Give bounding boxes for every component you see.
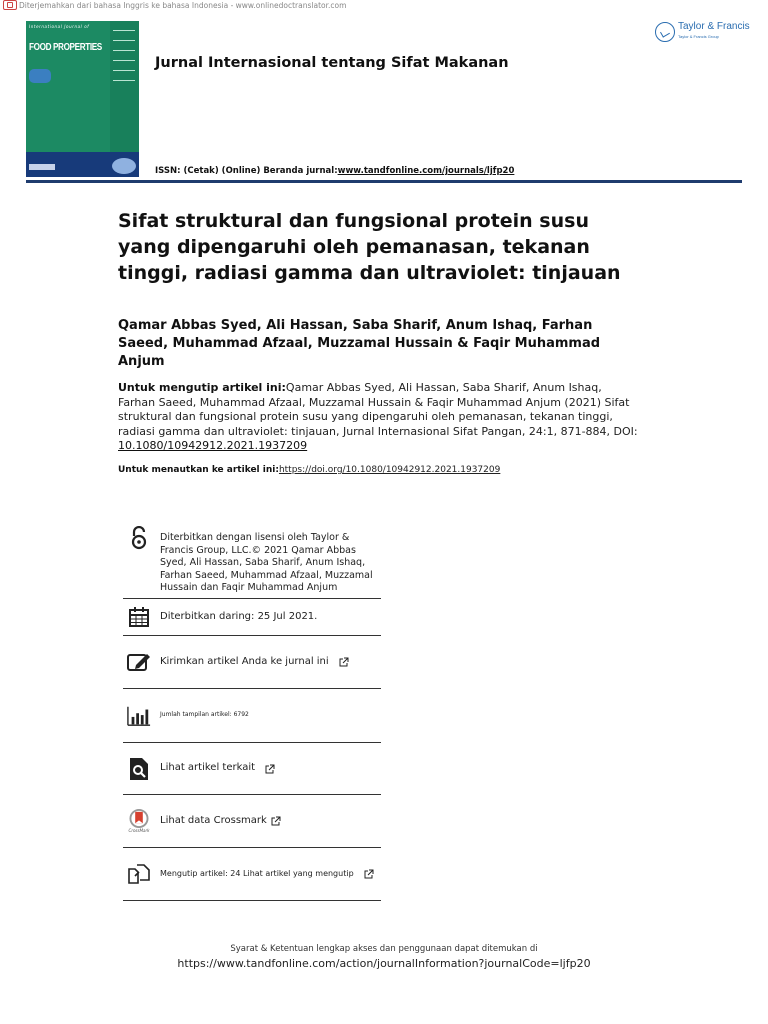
article-info-panel (123, 522, 381, 901)
journal-cover (26, 21, 139, 177)
edit-icon (127, 650, 151, 674)
article-link-line (118, 465, 638, 475)
cover-sidebar (110, 21, 139, 171)
journal-info-url[interactable]: https://www.tandfonline.com/action/journalInformation?journalCode=ljfp20 (177, 957, 591, 970)
publisher-subname: Taylor & Francis Group (678, 34, 719, 39)
article-views: Jumlah tampilan artikel: 6792 (160, 711, 249, 719)
terms-footer (0, 944, 768, 970)
citing-articles-link[interactable]: Mengutip artikel: 24 Lihat artikel yang mengutip (160, 868, 354, 878)
external-link-icon (364, 869, 374, 879)
license-row (123, 522, 381, 599)
translation-banner[interactable] (3, 0, 346, 10)
publisher-name: Taylor & Francis (678, 21, 750, 32)
open-access-icon (127, 526, 151, 550)
published-row (123, 599, 381, 636)
cover-fish-image (29, 69, 51, 83)
taylor-francis-icon (655, 22, 675, 42)
cover-title: FOOD PROPERTIES (29, 41, 102, 53)
publisher-logo[interactable] (655, 22, 750, 42)
journal-name: Jurnal Internasional tentang Sifat Makanan (155, 55, 509, 71)
bar-chart-icon (127, 704, 151, 728)
translation-banner-text: Diterjemahkan dari bahasa Inggris ke bahasa Indonesia - www.onlinedoctranslator.com (19, 0, 347, 10)
article-authors: Qamar Abbas Syed, Ali Hassan, Saba Sharif, Anum Ishaq, Farhan Saeed, Muhammad Afzaal, Muzzamal Hussain & Faqir Muhammad Anjum (118, 318, 601, 369)
issn-line (155, 166, 514, 176)
external-link-icon (339, 657, 349, 667)
cover-publisher-logo (29, 164, 55, 170)
crossmark-link[interactable]: Lihat data Crossmark (160, 814, 267, 826)
license-text: Diterbitkan dengan lisensi oleh Taylor & Francis Group, LLC.© 2021 Qamar Abbas Syed, Ali Hassan, Saba Sharif, Anum Ishaq, Farhan Saeed, Muhammad Afzaal, Muzzamal Hussain dan Faqir Muhammad Anjum (160, 532, 373, 593)
external-link-icon (265, 764, 275, 774)
issn-prefix: ISSN: (Cetak) (Online) Beranda jurnal: (155, 166, 338, 176)
search-document-icon (127, 757, 151, 781)
crossmark-icon (127, 809, 151, 833)
external-link-icon (271, 816, 281, 826)
article-link-label: Untuk menautkan ke artikel ini: (118, 465, 279, 475)
citation-label: Untuk mengutip artikel ini: (118, 381, 286, 394)
related-articles-link[interactable]: Lihat artikel terkait (160, 762, 256, 774)
article-title: Sifat struktural dan fungsional protein susu yang dipengaruhi oleh pemanasan, tekanan tinggi, radiasi gamma dan ultraviolet: tinjauan (118, 210, 621, 284)
citing-icon (127, 862, 151, 886)
cover-globe-image (112, 158, 136, 174)
calendar-icon (127, 605, 151, 629)
submit-article-row[interactable] (123, 636, 381, 689)
terms-text: Syarat & Ketentuan lengkap akses dan penggunaan dapat ditemukan di (230, 944, 538, 954)
published-date: Diterbitkan daring: 25 Jul 2021. (160, 610, 318, 622)
translate-icon (3, 0, 17, 10)
citation-text: Qamar Abbas Syed, Ali Hassan, Saba Sharif, Anum Ishaq, Farhan Saeed, Muhammad Afzaal, Muzzamal Hussain & Faqir Muhammad Anjum (2021) Sifat struktural dan fungsional protein susu yang dipengaruhi oleh pemanasan, tekanan tinggi, radiasi gamma dan ultraviolet: tinjauan, Jurnal Internasional Sifat Pangan, 24:1, 871-884, DOI: (118, 381, 638, 438)
views-row (123, 689, 381, 743)
crossmark-icon-label: CrossMark (128, 828, 150, 833)
citation-block (118, 381, 638, 454)
journal-homepage-link[interactable]: www.tandfonline.com/journals/ljfp20 (337, 166, 515, 176)
crossmark-row[interactable] (123, 795, 381, 848)
citation-doi-link[interactable]: 10.1080/10942912.2021.1937209 (118, 439, 308, 452)
cover-series: International Journal of (29, 24, 90, 29)
submit-article-link[interactable]: Kirimkan artikel Anda ke jurnal ini (160, 655, 329, 667)
header-divider (26, 180, 742, 183)
related-articles-row[interactable] (123, 743, 381, 795)
article-doi-url[interactable]: https://doi.org/10.1080/10942912.2021.1937209 (278, 465, 501, 475)
citing-articles-row[interactable] (123, 848, 381, 901)
